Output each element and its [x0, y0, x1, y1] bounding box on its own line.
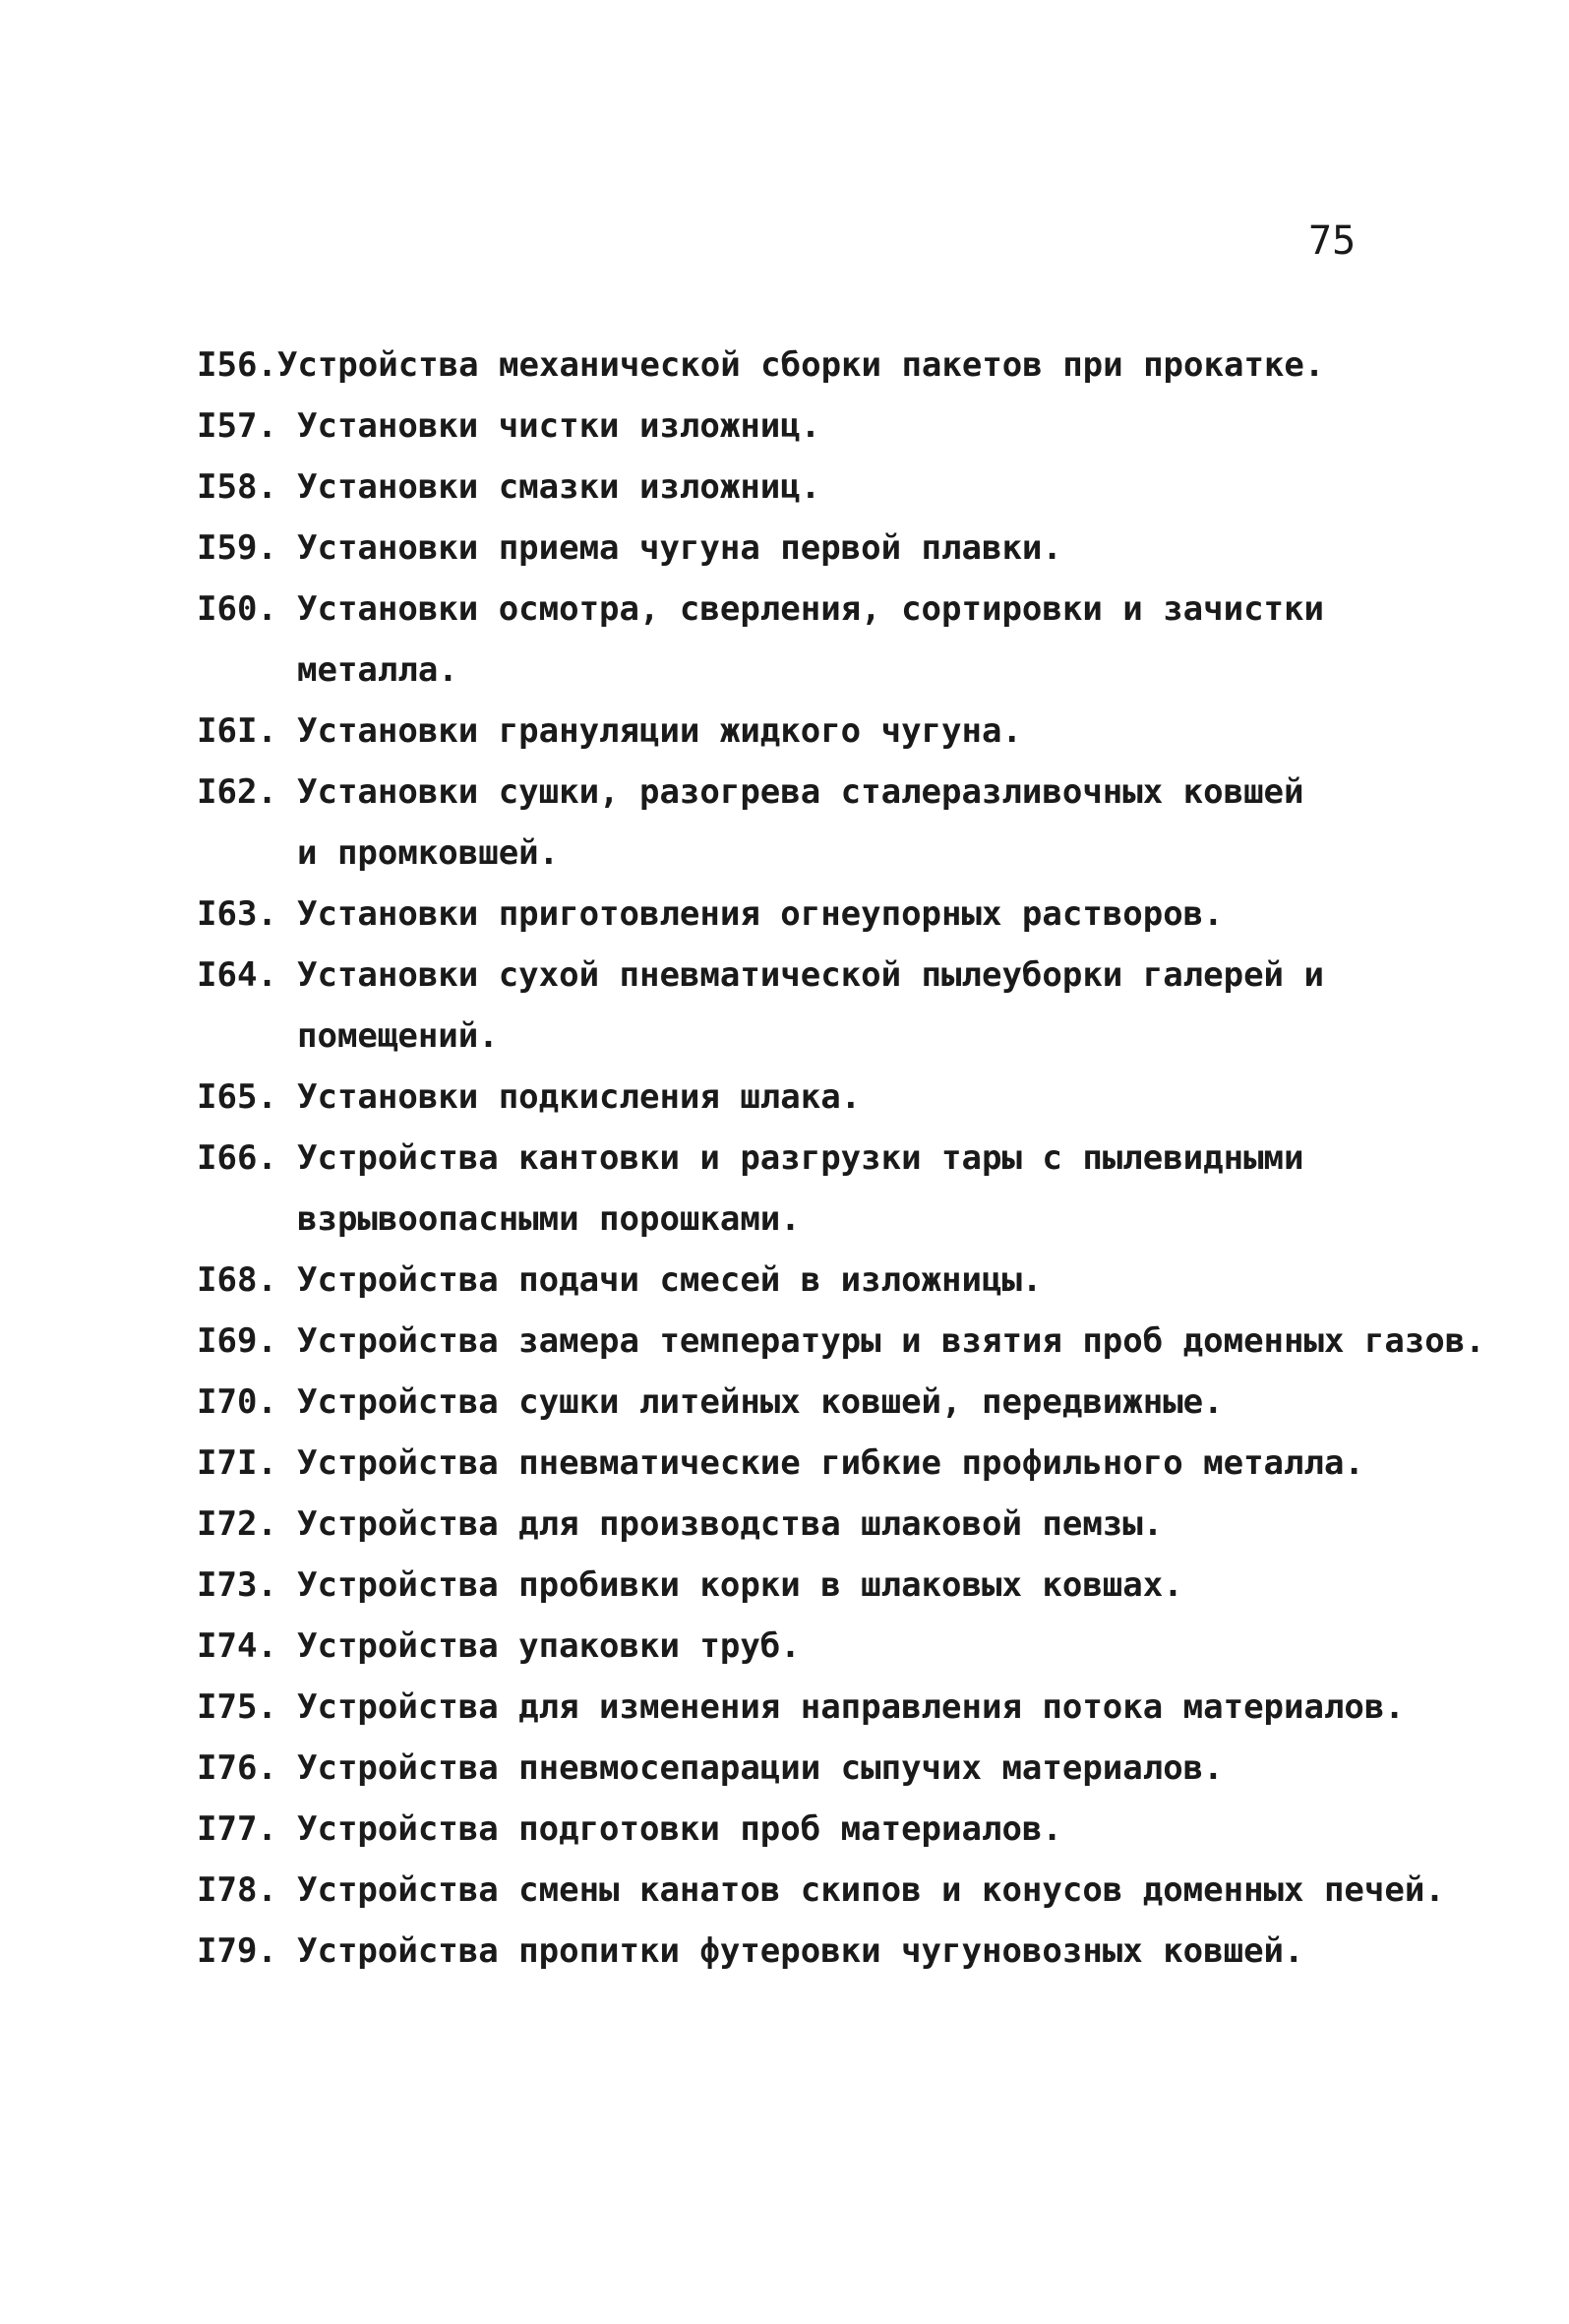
- item-list: [197, 335, 1495, 1982]
- item-number: I70.: [197, 1382, 277, 1422]
- item-text: Устройства замера температуры и взятия проб доменных газов.: [297, 1321, 1485, 1361]
- item-text: Установки приема чугуна первой плавки.: [297, 528, 1062, 568]
- item-text: Установки сухой пневматической пылеуборки галерей и: [297, 955, 1324, 995]
- item-number: I72.: [197, 1504, 277, 1544]
- list-item: [197, 1799, 1495, 1860]
- item-text: Устройства упаковки труб.: [297, 1626, 801, 1666]
- list-item: [197, 1067, 1495, 1128]
- item-number: I66.: [197, 1138, 277, 1178]
- list-item: [197, 1311, 1495, 1372]
- item-number: I79.: [197, 1931, 277, 1971]
- item-text: Устройства подготовки проб материалов.: [297, 1809, 1062, 1849]
- list-item: [197, 762, 1495, 884]
- list-item: [197, 1494, 1495, 1555]
- item-number: I60.: [197, 589, 277, 629]
- list-item: [197, 1616, 1495, 1677]
- item-text-continued: и промковшей.: [297, 833, 560, 873]
- list-item: [197, 1433, 1495, 1494]
- item-text: Установки осмотра, сверления, сортировки и зачистки: [297, 589, 1324, 629]
- item-text: Установки сушки, разогрева сталеразливочных ковшей: [297, 772, 1304, 812]
- item-text: Устройства механической сборки пакетов при прокатке.: [276, 345, 1325, 385]
- list-item: [197, 945, 1495, 1067]
- list-item: [197, 1921, 1495, 1982]
- item-number: I77.: [197, 1809, 277, 1849]
- item-text: Устройства смены канатов скипов и конусов доменных печей.: [297, 1870, 1445, 1910]
- item-number: I7I.: [197, 1443, 277, 1483]
- item-text: Установки смазки изложниц.: [297, 467, 821, 507]
- page-number: 75: [1308, 218, 1357, 264]
- item-text: Установки чистки изложниц.: [297, 406, 821, 446]
- item-text: Устройства сушки литейных ковшей, передвижные.: [297, 1382, 1224, 1422]
- item-text: Установки грануляции жидкого чугуна.: [297, 711, 1022, 751]
- item-text: Устройства пневматические гибкие профильного металла.: [297, 1443, 1364, 1483]
- item-text: Устройства подачи смесей в изложницы.: [297, 1260, 1043, 1300]
- item-number: I64.: [197, 955, 277, 995]
- item-number: I73.: [197, 1565, 277, 1605]
- item-number: I57.: [197, 406, 277, 446]
- item-text: Устройства для производства шлаковой пемзы.: [297, 1504, 1164, 1544]
- item-text: Установки приготовления огнеупорных растворов.: [297, 894, 1224, 934]
- list-item: [197, 1555, 1495, 1616]
- item-number: I58.: [197, 467, 277, 507]
- item-text: Устройства пропитки футеровки чугуновозных ковшей.: [297, 1931, 1304, 1971]
- item-text-continued: металла.: [297, 650, 458, 690]
- list-item: [197, 1128, 1495, 1250]
- item-text: Устройства для изменения направления потока материалов.: [297, 1687, 1405, 1727]
- item-text: Установки подкисления шлака.: [297, 1077, 862, 1117]
- list-item: [197, 1250, 1495, 1311]
- item-number: I59.: [197, 528, 277, 568]
- item-number: I62.: [197, 772, 277, 812]
- item-text-continued: помещений.: [297, 1016, 499, 1056]
- list-item: [197, 701, 1495, 762]
- list-item: [197, 884, 1495, 945]
- list-item: [197, 1860, 1495, 1921]
- list-item: [197, 457, 1495, 518]
- item-text: Устройства пробивки корки в шлаковых ковшах.: [297, 1565, 1183, 1605]
- item-text: Устройства кантовки и разгрузки тары с пылевидными: [297, 1138, 1304, 1178]
- item-number: I69.: [197, 1321, 277, 1361]
- item-number: I6I.: [197, 711, 277, 751]
- list-item: [197, 1677, 1495, 1738]
- item-text: Устройства пневмосепарации сыпучих материалов.: [297, 1748, 1224, 1788]
- item-number: I56.: [197, 345, 277, 385]
- item-number: I75.: [197, 1687, 277, 1727]
- list-item: [197, 396, 1495, 457]
- list-item: [197, 1372, 1495, 1433]
- item-number: I68.: [197, 1260, 277, 1300]
- item-number: I78.: [197, 1870, 277, 1910]
- list-item: [197, 518, 1495, 579]
- item-number: I74.: [197, 1626, 277, 1666]
- item-number: I76.: [197, 1748, 277, 1788]
- list-item: [197, 1738, 1495, 1799]
- item-number: I65.: [197, 1077, 277, 1117]
- list-item: [197, 579, 1495, 701]
- item-text-continued: взрывоопасными порошками.: [297, 1199, 801, 1239]
- list-item: [197, 335, 1495, 396]
- item-number: I63.: [197, 894, 277, 934]
